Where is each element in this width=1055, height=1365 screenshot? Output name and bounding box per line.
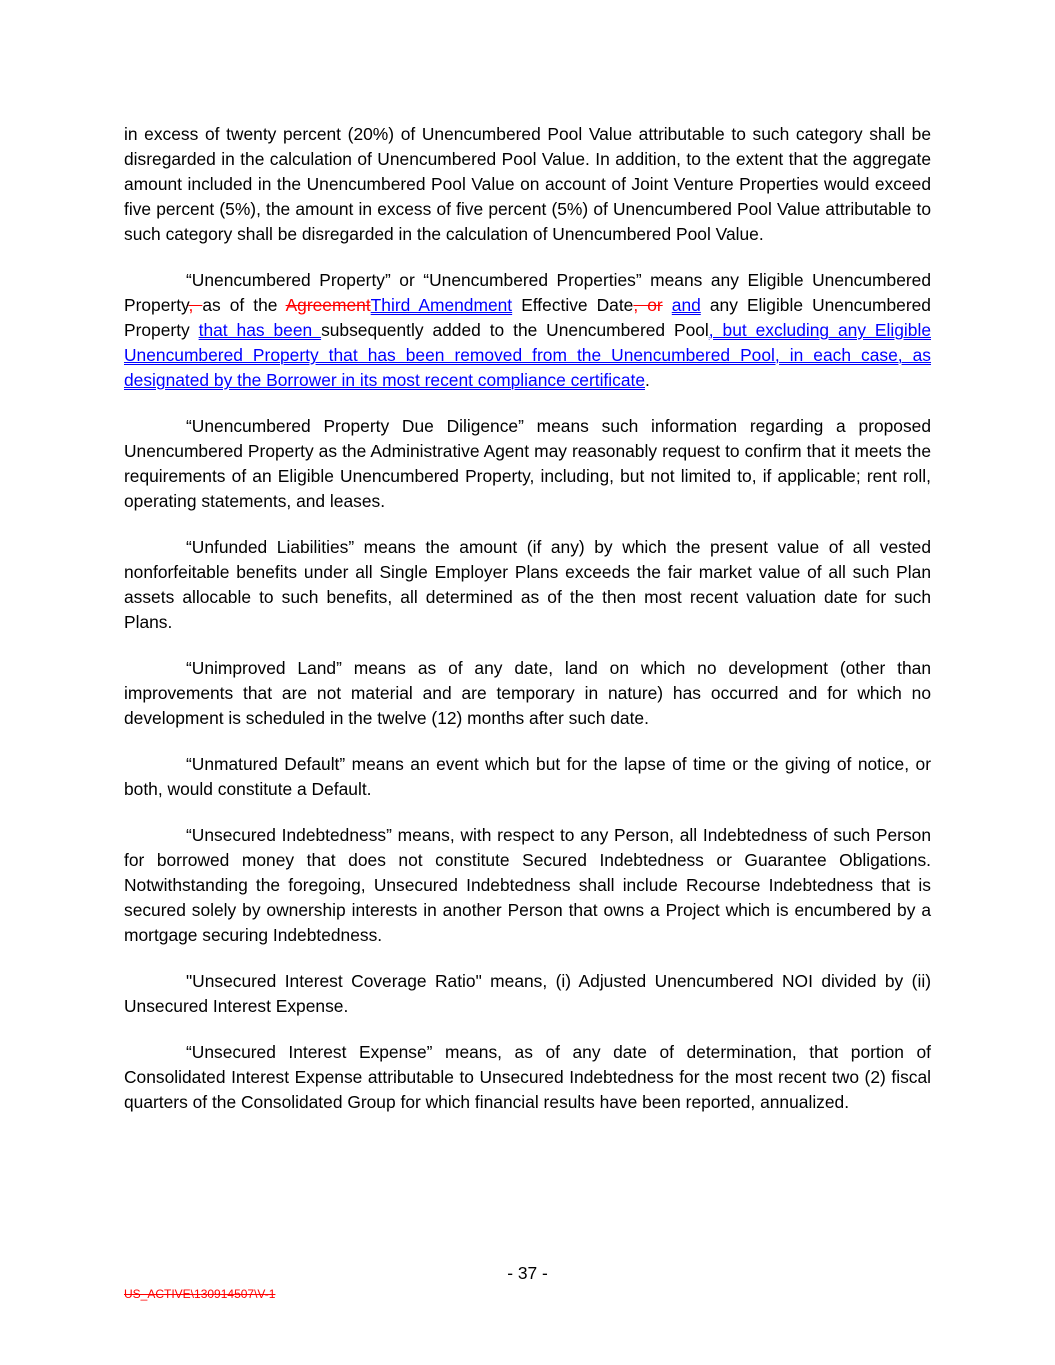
paragraph-unsecured-interest-coverage: "Unsecured Interest Coverage Ratio" means, (i) Adjusted Unencumbered NOI divided by (ii) Unsecured Interest Expense.	[124, 971, 931, 1016]
deleted-text: ,	[188, 295, 203, 315]
paragraph-unsecured-indebtedness: “Unsecured Indebtedness” means, with respect to any Person, all Indebtedness of such Person for borrowed money that does not constitute Secured Indebtedness or Guarantee Obligations. Notwithstanding the foregoing, Unsecured Indebtedness shall include Recourse Indebtedness that is secured solely by ownership interests in another Person that owns a Project which is encumbered by a mortgage securing Indebtedness.	[124, 825, 931, 945]
text-run	[663, 295, 672, 315]
inserted-text: , but excluding any Eligible Unencumbered Property that has been removed from the Unencumbered Pool, in each case, as designated by the Borrower in its most recent compliance certificate	[124, 320, 931, 390]
page-number: - 37 -	[507, 1263, 548, 1283]
inserted-text: and	[671, 295, 701, 315]
text-run: as of the	[202, 295, 286, 315]
paragraph-unsecured-interest-expense: “Unsecured Interest Expense” means, as of any date of determination, that portion of Consolidated Interest Expense attributable to Unsecured Indebtedness for the most recent two (2) fiscal quarters of the Consolidated Group for which financial results have been reported, annualized.	[124, 1042, 931, 1112]
text-run: Effective Date	[512, 295, 634, 315]
text-run: .	[645, 370, 650, 390]
paragraph-due-diligence: “Unencumbered Property Due Diligence” means such information regarding a proposed Unencumbered Property as the Administrative Agent may reasonably request to confirm that it meets the requirements of an Eligible Unencumbered Property, including, but not limited to, if applicable; rent roll, operating statements, and leases.	[124, 416, 931, 511]
deleted-text: , or	[633, 295, 663, 315]
text-run: any Eligible Unencumbered Property	[124, 295, 931, 340]
inserted-text: Third Amendment	[370, 295, 513, 315]
paragraph-continuation: in excess of twenty percent (20%) of Unencumbered Pool Value attributable to such category shall be disregarded in the calculation of Unencumbered Pool Value. In addition, to the extent that the aggregate amount included in the Unencumbered Pool Value on account of Joint Venture Properties would exceed five percent (5%), the amount in excess of five percent (5%) of Unencumbered Pool Value attributable to such category shall be disregarded in the calculation of Unencumbered Pool Value.	[124, 124, 931, 244]
paragraph-unmatured-default: “Unmatured Default” means an event which but for the lapse of time or the giving of notice, or both, would constitute a Default.	[124, 754, 931, 799]
text-run: “Unencumbered Property” or “Unencumbered Properties” means any Eligible Unencumbered Property	[124, 270, 931, 315]
paragraph-unfunded-liabilities: “Unfunded Liabilities” means the amount (if any) by which the present value of all vested nonforfeitable benefits under all Single Employer Plans exceeds the fair market value of all such Plan assets allocable to such benefits, all determined as of the then most recent valuation date for such Plans.	[124, 537, 931, 632]
text-run: subsequently added to the Unencumbered Pool	[321, 320, 709, 340]
paragraph-unimproved-land: “Unimproved Land” means as of any date, land on which no development (other than improvements that are not material and are temporary in nature) has occurred and for which no development is scheduled in the twelve (12) months after such date.	[124, 658, 931, 728]
inserted-text: that has been	[198, 320, 322, 340]
paragraph-unencumbered-property	[124, 268, 931, 393]
deleted-text: Agreement	[285, 295, 371, 315]
document-body	[124, 122, 931, 1136]
document-id: US_ACTIVE\130914507\V-1	[124, 1287, 276, 1301]
